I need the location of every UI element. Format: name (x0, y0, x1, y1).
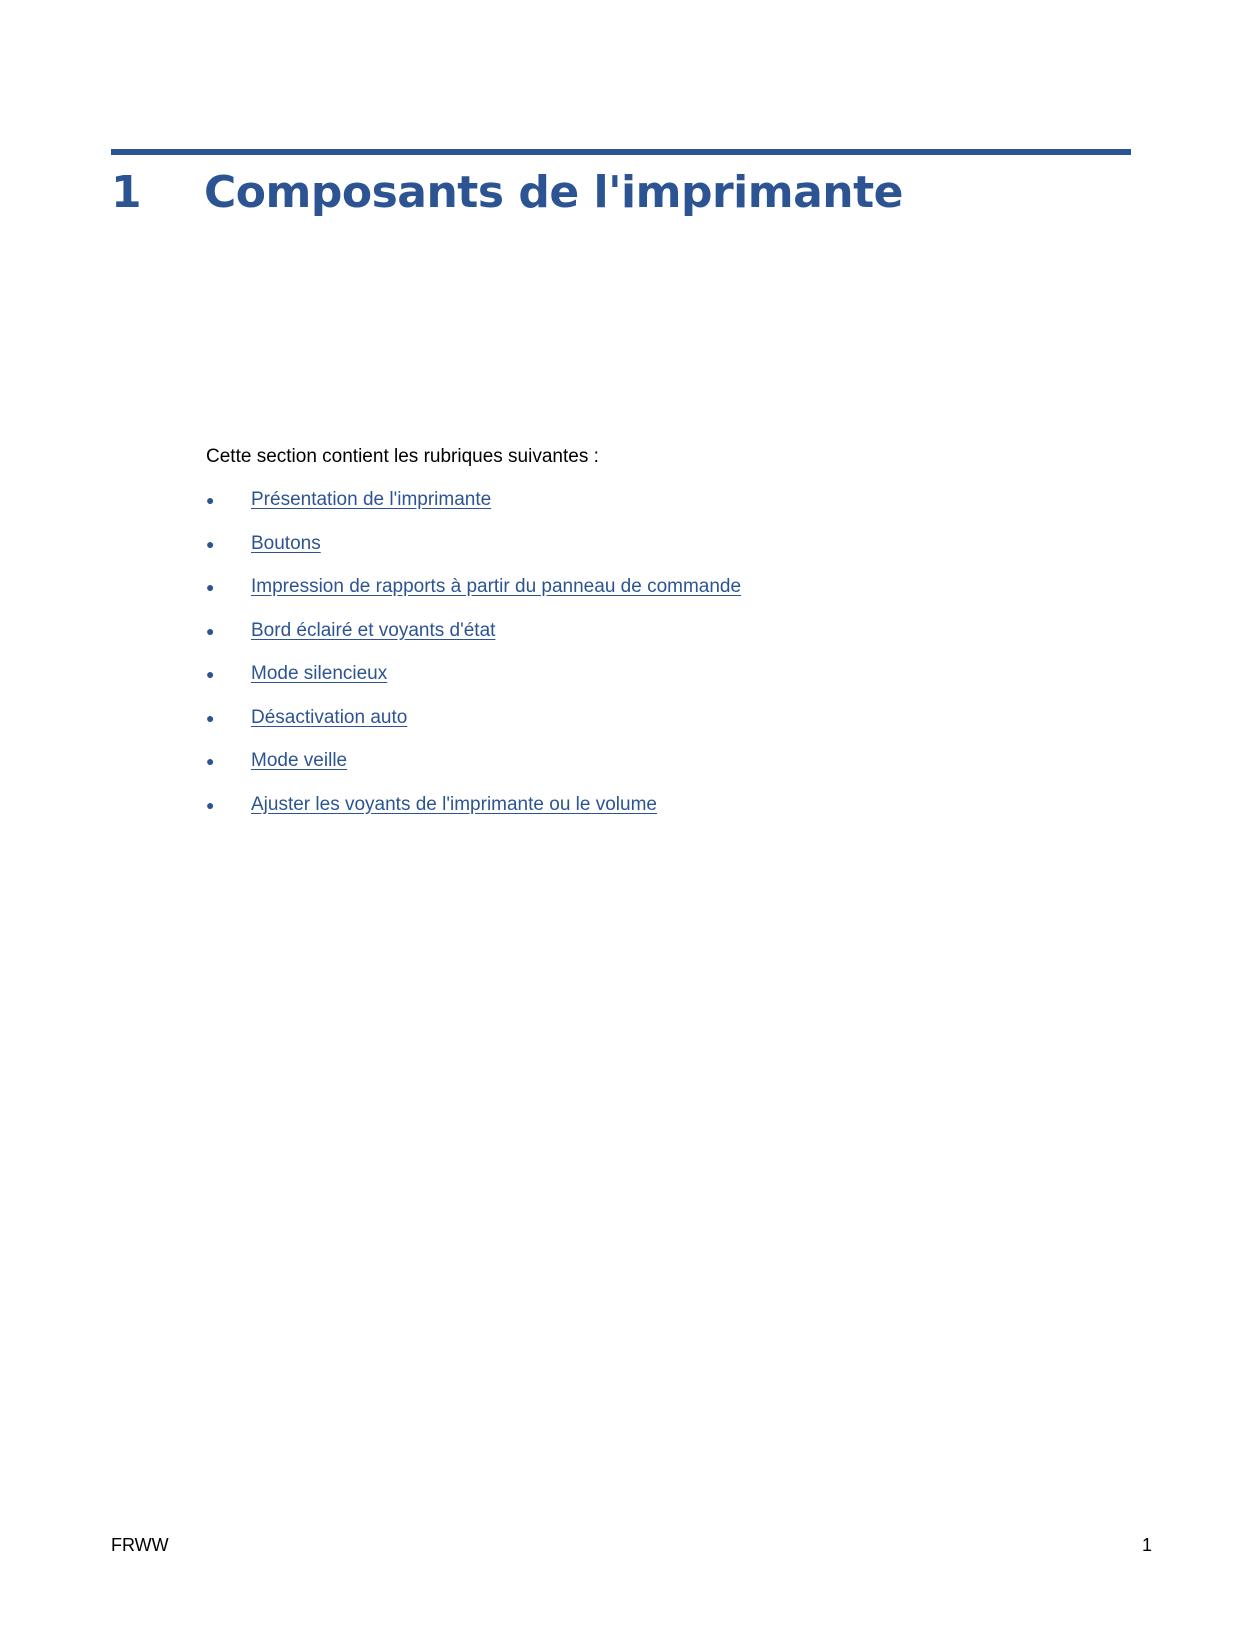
footer-doc-code: FRWW (111, 1535, 169, 1555)
list-item (206, 706, 741, 750)
bullet-icon: ● (206, 796, 215, 813)
list-item (206, 793, 741, 837)
chapter-rule (111, 149, 1131, 155)
list-item (206, 619, 741, 663)
bullet-icon: ● (206, 622, 215, 639)
list-item (206, 532, 741, 576)
topic-link-presentation[interactable]: Présentation de l'imprimante (251, 489, 492, 510)
footer-page-number: 1 (1141, 1535, 1152, 1555)
topic-link-bord-eclaire[interactable]: Bord éclairé et voyants d'état (251, 619, 496, 641)
topic-link-mode-veille[interactable]: Mode veille (251, 750, 348, 771)
topic-link-impression-rapports[interactable]: Impression de rapports à partir du panneau de commande (251, 576, 742, 597)
bullet-icon: ● (206, 579, 215, 595)
topic-link-ajuster-voyants[interactable]: Ajuster les voyants de l'imprimante ou le volume (251, 793, 657, 815)
chapter-title: Composants de l'imprimante (204, 166, 903, 218)
list-item (206, 488, 741, 532)
bullet-icon: ● (206, 492, 215, 508)
bullet-icon: ● (206, 666, 215, 682)
bullet-icon: ● (206, 753, 215, 769)
list-item (206, 662, 741, 706)
chapter-heading (111, 162, 903, 222)
intro-text: Cette section contient les rubriques suivantes : (206, 446, 599, 467)
list-item (206, 575, 741, 619)
topic-list (206, 488, 741, 836)
bullet-icon: ● (206, 535, 215, 552)
bullet-icon: ● (206, 709, 215, 726)
chapter-number: 1 (111, 166, 142, 218)
topic-link-boutons[interactable]: Boutons (251, 532, 321, 554)
list-item (206, 749, 741, 793)
topic-link-desactivation-auto[interactable]: Désactivation auto (251, 706, 408, 728)
topic-link-mode-silencieux[interactable]: Mode silencieux (251, 663, 388, 684)
